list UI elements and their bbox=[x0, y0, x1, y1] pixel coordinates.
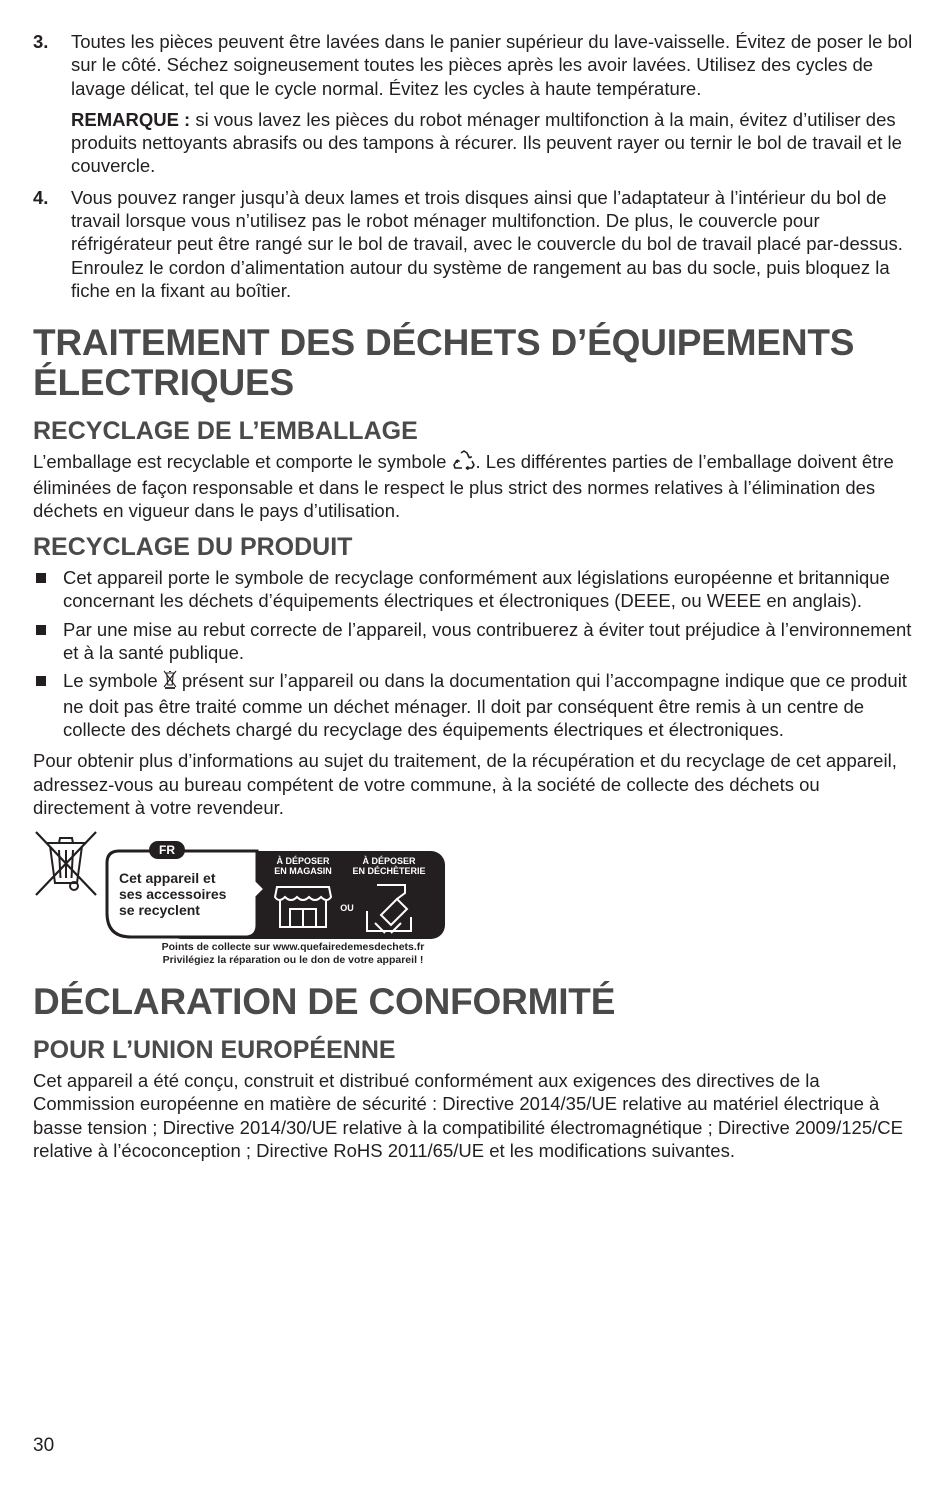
step-3 bbox=[33, 30, 913, 178]
shop-label-1: À DÉPOSER bbox=[276, 856, 330, 867]
dump-label-2: EN DÉCHÈTERIE bbox=[352, 866, 426, 877]
list-item bbox=[33, 618, 913, 665]
triman-line2: ses accessoires bbox=[119, 886, 227, 903]
conformity-paragraph: Cet appareil a été conçu, construit et distribué conformément aux exigences des directives de la Commission européenne en matière de sécurité : Directive 2014/35/UE relative au matériel électrique à basse tension ; Directive 2014/30/UE relative à la compatibilité électromagnétique ; Directive 2009/125/CE relative à l’écoconception ; Directive RoHS 2011/65/UE et les modifications suivantes. bbox=[33, 1070, 903, 1162]
triman-line1: Cet appareil et bbox=[119, 870, 216, 887]
remark bbox=[71, 108, 913, 178]
step-number: 3. bbox=[33, 31, 49, 52]
bullet-square-icon bbox=[33, 669, 63, 741]
shop-label-2: EN MAGASIN bbox=[274, 866, 332, 877]
recycle-icon bbox=[452, 450, 476, 475]
triman-country: FR bbox=[159, 843, 175, 858]
step-text: Toutes les pièces peuvent être lavées dans le panier supérieur du lave-vaisselle. Évitez de poser le bol sur le côté. Séchez soigneusement toutes les pièces après les avoir lavées. Utilisez des cycles de lavage délicat, tel que le cycle normal. Évitez les cycles à haute température. bbox=[71, 31, 913, 99]
crossed-bin-icon bbox=[163, 669, 177, 694]
section-title-conformity: DÉCLARATION DE CONFORMITÉ bbox=[33, 981, 616, 1023]
remark-label: REMARQUE : bbox=[71, 108, 191, 130]
heading-eu: POUR L’UNION EUROPÉENNE bbox=[33, 1036, 396, 1065]
heading-product-recycling: RECYCLAGE DU PRODUIT bbox=[33, 533, 353, 562]
page-number: 30 bbox=[33, 1435, 55, 1456]
packaging-paragraph bbox=[33, 450, 913, 522]
bullet-square-icon bbox=[33, 566, 63, 613]
step-text: Vous pouvez ranger jusqu’à deux lames et trois disques ainsi que l’adaptateur à l’intérieur du bol de travail lorsque vous n’utilisez pas le robot ménager multifonction. De plus, le couvercle pour réfrigérateur peut être rangé sur le bol de travail, avec le couvercle du bol de travail placé par-dessus. Enroulez le cordon d’alimentation autour du système de rangement au bas du socle, puis bloquez la fiche en la fixant au boîtier. bbox=[71, 186, 903, 301]
crossed-out-bin-logo bbox=[33, 829, 99, 899]
heading-packaging-recycling: RECYCLAGE DE L’EMBALLAGE bbox=[33, 417, 418, 446]
triman-logo-row bbox=[33, 829, 913, 966]
triman-line3: se recyclent bbox=[119, 902, 200, 919]
bullet-square-icon bbox=[33, 618, 63, 665]
closing-paragraph: Pour obtenir plus d’informations au sujet du traitement, de la récupération et du recyclage de cet appareil, adressez-vous au bureau compétent de votre commune, à la société de collecte des déchets ou directement à votre revendeur. bbox=[33, 750, 897, 818]
triman-caption bbox=[143, 941, 443, 966]
product-bullet-list bbox=[33, 566, 913, 741]
bullet-text-end: présent sur l’appareil ou dans la documentation qui l’accompagne indique que ce produit ne doit pas être traité comme un déchet ménager. Il doit par conséquent être remis à un centre de collecte des déchets chargé du recyclage des équipements électriques et électroniques. bbox=[63, 670, 907, 740]
packaging-text-end: . Les différentes parties de l’emballage doivent être éliminées de façon responsable et dans le respect le plus strict des normes relatives à l’élimination des déchets en vigueur dans le pays d’utilisation. bbox=[33, 451, 894, 521]
bullet-text-start: Le symbole bbox=[63, 670, 163, 692]
bullet-text: Par une mise au rebut correcte de l’appareil, vous contribuerez à éviter tout préjudice à l’environnement et à la santé publique. bbox=[63, 618, 912, 664]
packaging-text-start: L’emballage est recyclable et comporte le symbole bbox=[33, 451, 452, 473]
section-title-weee: TRAITEMENT DES DÉCHETS D’ÉQUIPEMENTS ÉLECTRIQUES bbox=[33, 322, 855, 404]
or-label: OU bbox=[340, 903, 354, 914]
triman-caption-line1: Points de collecte sur www.quefairedemesdechets.fr bbox=[161, 941, 425, 954]
step-4 bbox=[33, 186, 913, 302]
manual-page bbox=[33, 30, 913, 1172]
triman-info-panel bbox=[105, 837, 447, 941]
step-number: 4. bbox=[33, 186, 49, 208]
remark-text: si vous lavez les pièces du robot ménager multifonction à la main, évitez d’utiliser des produits nettoyants abrasifs ou des tampons à récurer. Ils peuvent rayer ou ternir le bol de travail et le couvercle. bbox=[71, 108, 902, 177]
bullet-text: Cet appareil porte le symbole de recyclage conformément aux législations européenne et britannique concernant les déchets d’équipements électriques et électroniques (DEEE, ou WEEE en anglais). bbox=[63, 567, 890, 612]
list-item bbox=[33, 566, 913, 613]
dump-label-1: À DÉPOSER bbox=[362, 856, 416, 867]
triman-caption-line2: Privilégiez la réparation ou le don de votre appareil ! bbox=[162, 953, 424, 966]
list-item bbox=[33, 669, 913, 741]
bullet-text bbox=[63, 669, 913, 741]
